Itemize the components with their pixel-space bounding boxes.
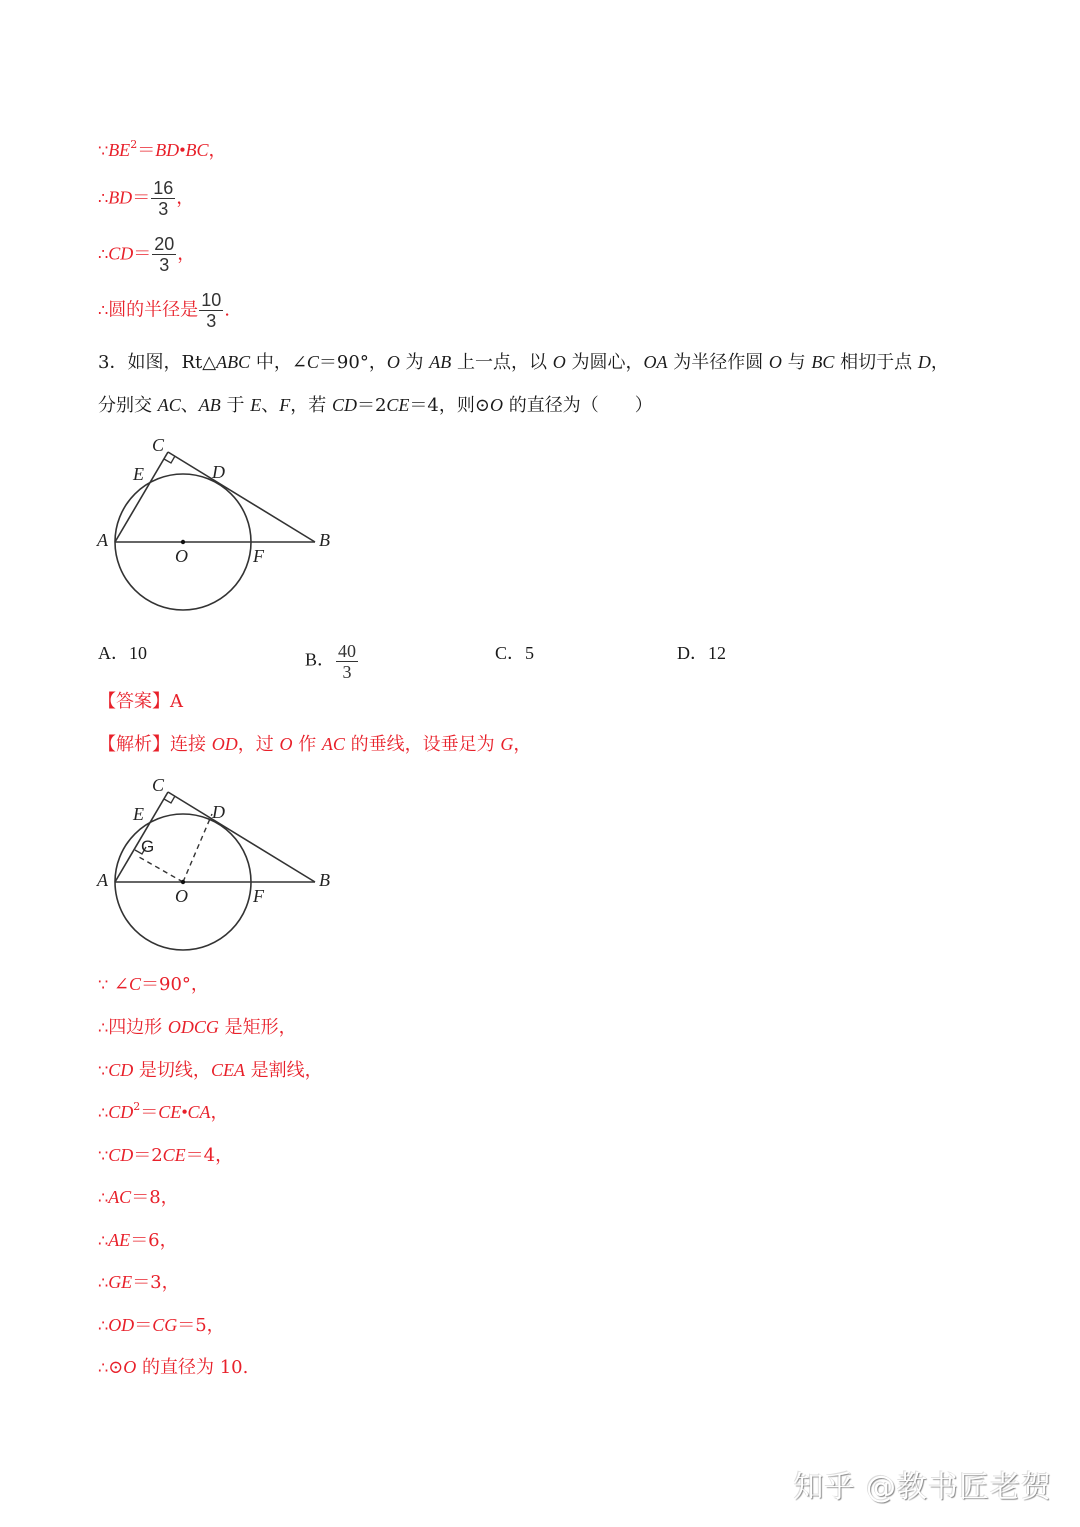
label-d: D xyxy=(212,802,225,822)
text: 为 xyxy=(399,352,430,373)
therefore-symbol: ∴ xyxy=(98,1273,109,1292)
text: ，过 xyxy=(237,734,280,755)
text: ⊙ xyxy=(108,1357,124,1378)
question-number: 3． xyxy=(98,352,128,373)
math-term: OA xyxy=(643,352,668,372)
label-a: A xyxy=(97,870,108,890)
math-term: CD xyxy=(108,1145,134,1165)
math-term: E xyxy=(250,395,262,415)
math-term: CD xyxy=(331,395,357,415)
text: 上一点，以 xyxy=(451,352,553,373)
math-term: O xyxy=(768,352,782,372)
option-value: 10 xyxy=(129,643,147,663)
fraction xyxy=(151,178,175,219)
segment-cb xyxy=(168,452,315,542)
text: ， xyxy=(513,734,532,755)
punct: ， xyxy=(208,140,227,161)
solution-line-1 xyxy=(98,138,226,163)
math-term: CD xyxy=(108,1060,134,1080)
text: ＝5， xyxy=(177,1315,225,1336)
label-b: B xyxy=(319,870,330,890)
label-e: E xyxy=(133,464,144,484)
analysis-step-1 xyxy=(98,972,209,997)
math-term: BD xyxy=(108,187,133,208)
option-value: 5 xyxy=(525,643,535,663)
math-term: GE xyxy=(108,1272,133,1292)
option-c[interactable] xyxy=(495,641,534,665)
math-term: AE xyxy=(108,1230,131,1250)
text: ∠ xyxy=(108,974,129,995)
therefore-symbol: ∴ xyxy=(98,1103,109,1122)
equals: ＝ xyxy=(132,187,151,209)
option-letter: C． xyxy=(495,643,526,663)
therefore-symbol: ∴ xyxy=(98,1358,109,1377)
solution-line-2 xyxy=(98,178,194,219)
punct: ， xyxy=(176,187,195,209)
numerator: 16 xyxy=(153,178,174,198)
equals: ＝ xyxy=(140,1102,159,1123)
math-term: AC xyxy=(108,1187,132,1207)
text: ＝4，则⊙ xyxy=(409,395,490,416)
math-term: ODCG xyxy=(167,1017,219,1037)
math-term: CD xyxy=(108,243,134,264)
text: ＝6， xyxy=(130,1230,178,1251)
therefore-symbol: ∴ xyxy=(98,188,109,208)
center-point-o xyxy=(181,880,185,884)
equals: ＝ xyxy=(133,243,152,265)
label-g: G xyxy=(141,837,155,856)
text: ， xyxy=(930,352,949,373)
analysis-step-5 xyxy=(98,1143,233,1168)
text: 连接 xyxy=(170,734,212,755)
text: 是切线， xyxy=(133,1060,211,1081)
punct: ， xyxy=(177,243,196,265)
because-symbol: ∵ xyxy=(98,1146,109,1165)
punct: . xyxy=(224,299,230,321)
text: 相切于点 xyxy=(834,352,918,373)
text: ＝2 xyxy=(356,395,387,416)
text: 、 xyxy=(261,395,280,416)
math-term: BE xyxy=(108,140,131,160)
therefore-symbol: ∴ xyxy=(98,1018,109,1037)
center-point-o xyxy=(181,540,185,544)
text: ＝4， xyxy=(185,1145,234,1166)
label-f: F xyxy=(253,886,264,906)
analysis-step-7 xyxy=(98,1228,178,1253)
math-term: O xyxy=(279,734,293,754)
text: 是割线， xyxy=(244,1060,323,1081)
denominator: 3 xyxy=(206,311,217,331)
label-b: B xyxy=(319,530,330,550)
label-e: E xyxy=(133,804,144,824)
text: 四边形 xyxy=(108,1017,168,1038)
math-term: CG xyxy=(152,1315,178,1335)
text: ＝ xyxy=(134,1315,153,1336)
analysis-intro xyxy=(98,732,531,757)
watermark: 知乎 @教书匠老贺 xyxy=(793,1470,1052,1505)
therefore-symbol: ∴ xyxy=(98,244,109,264)
math-term: C xyxy=(129,974,142,994)
question-line-1 xyxy=(98,350,949,375)
segment-od-dashed xyxy=(183,814,212,882)
label-a: A xyxy=(97,530,108,550)
because-symbol: ∵ xyxy=(98,1061,109,1080)
geometry-figure-analysis xyxy=(95,772,345,957)
label-c: C xyxy=(152,435,165,455)
label-o: O xyxy=(175,546,188,566)
analysis-step-8 xyxy=(98,1270,180,1295)
therefore-symbol: ∴ xyxy=(98,1316,109,1335)
text: ＝90°， xyxy=(318,352,387,373)
fraction xyxy=(199,290,223,331)
text: 为圆心， xyxy=(565,352,644,373)
exponent: 2 xyxy=(133,1100,141,1113)
analysis-step-4 xyxy=(98,1100,229,1125)
label-f: F xyxy=(253,546,264,566)
answer-value: A xyxy=(170,691,183,712)
exponent: 2 xyxy=(130,138,138,151)
analysis-step-10 xyxy=(98,1355,248,1380)
text: 的直径为 10. xyxy=(136,1357,249,1378)
math-term: G xyxy=(500,734,514,754)
text: ，若 xyxy=(290,395,332,416)
math-term: CE•CA xyxy=(158,1102,211,1122)
math-term: O xyxy=(386,352,400,372)
analysis-step-3 xyxy=(98,1058,323,1083)
label-d: D xyxy=(212,462,225,482)
text: ， xyxy=(210,1102,229,1123)
option-letter: D． xyxy=(677,643,708,663)
label-o: O xyxy=(175,886,188,906)
because-symbol: ∵ xyxy=(98,975,109,994)
option-letter: B． xyxy=(305,649,336,670)
text: ＝90°， xyxy=(141,974,209,995)
text: ＝2 xyxy=(133,1145,163,1166)
answer-label: 【答案】 xyxy=(98,691,170,712)
math-term: ABC xyxy=(216,352,251,372)
math-term: BC xyxy=(811,352,835,372)
geometry-figure-question xyxy=(95,432,345,617)
question-line-2 xyxy=(98,393,653,418)
text: 为半径作圆 xyxy=(667,352,769,373)
text: 是矩形， xyxy=(218,1017,297,1038)
denominator: 3 xyxy=(342,662,352,682)
denominator: 3 xyxy=(159,255,170,275)
math-term: AC xyxy=(157,395,181,415)
text: 于 xyxy=(220,395,251,416)
numerator: 20 xyxy=(154,234,175,254)
therefore-symbol: ∴ xyxy=(98,1231,109,1250)
text: 、 xyxy=(180,395,199,416)
math-term: D xyxy=(917,352,931,372)
math-term: OD xyxy=(108,1315,135,1335)
solution-text: 圆的半径是 xyxy=(108,299,199,321)
math-term: CEA xyxy=(210,1060,245,1080)
math-term: OD xyxy=(211,734,238,754)
numerator: 10 xyxy=(201,290,222,310)
solution-line-4 xyxy=(98,290,230,331)
fraction xyxy=(336,641,358,682)
text: 的直径为（ ） xyxy=(502,395,653,416)
text: ＝8， xyxy=(131,1187,179,1208)
math-term: AB xyxy=(198,395,221,415)
math-term: O xyxy=(123,1357,137,1377)
math-term: CE xyxy=(386,395,410,415)
math-term: C xyxy=(306,352,319,372)
option-a[interactable] xyxy=(98,641,147,665)
because-symbol: ∵ xyxy=(98,141,109,160)
analysis-step-6 xyxy=(98,1185,179,1210)
option-value: 12 xyxy=(708,643,726,663)
answer-line xyxy=(98,690,183,714)
equals: ＝ xyxy=(137,140,156,161)
math-term: BD•BC xyxy=(155,140,209,160)
math-term: O xyxy=(552,352,566,372)
analysis-step-9 xyxy=(98,1313,225,1338)
math-term: CD xyxy=(108,1102,134,1122)
segment-cb xyxy=(168,792,315,882)
text: ＝3， xyxy=(132,1272,180,1293)
option-d[interactable] xyxy=(677,641,726,665)
analysis-step-2 xyxy=(98,1015,297,1040)
segment-og-dashed xyxy=(139,857,183,882)
math-term: CE xyxy=(162,1145,186,1165)
math-term: O xyxy=(489,395,503,415)
text: 分别交 xyxy=(98,395,158,416)
label-c: C xyxy=(152,775,165,795)
text: 与 xyxy=(781,352,812,373)
fraction xyxy=(152,234,176,275)
solution-line-3 xyxy=(98,234,195,275)
math-term: AB xyxy=(429,352,452,372)
text: 的垂线，设垂足为 xyxy=(344,734,501,755)
text: 如图，Rt△ xyxy=(127,352,217,373)
therefore-symbol: ∴ xyxy=(98,1188,109,1207)
numerator: 40 xyxy=(338,641,357,661)
denominator: 3 xyxy=(158,199,169,219)
therefore-symbol: ∴ xyxy=(98,300,109,320)
text: 作 xyxy=(292,734,322,755)
analysis-label: 【解析】 xyxy=(98,734,170,755)
math-term: F xyxy=(279,395,291,415)
text: 中，∠ xyxy=(250,352,307,373)
option-letter: A． xyxy=(98,643,129,663)
math-term: AC xyxy=(321,734,345,754)
option-b[interactable] xyxy=(305,641,359,682)
